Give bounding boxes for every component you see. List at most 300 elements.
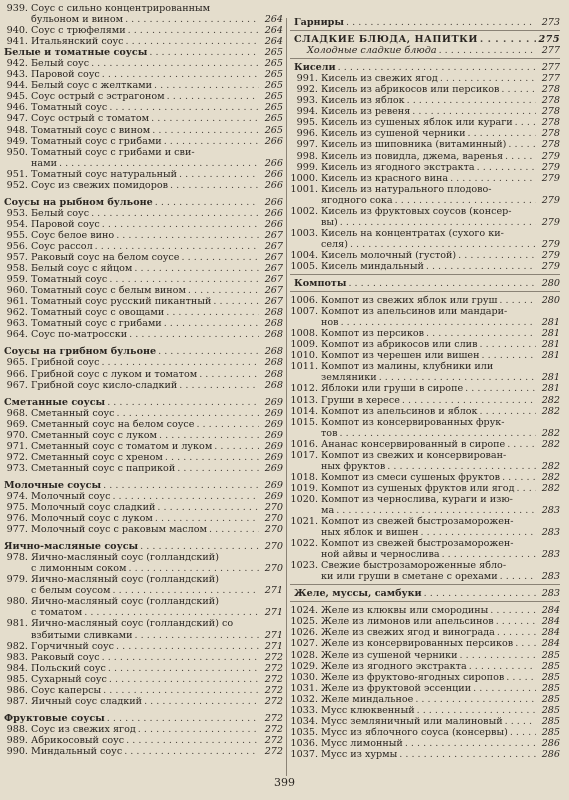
dot-leader [91,208,259,219]
toc-entry [290,361,560,372]
dot-leader [395,195,536,206]
toc-entry [0,357,283,368]
entry-page: 268 [264,379,283,391]
dot-leader [112,491,259,502]
entry-number: 993. [296,95,318,107]
entry-number: 1029. [290,660,318,672]
toc-entry [290,727,560,738]
entry-page: 267 [264,229,283,241]
dot-leader [346,17,536,28]
dot-leader [179,380,259,391]
entry-title: Молочный соус с раковым маслом [31,524,207,536]
entry-title: Соус острый с эстрагоном [31,91,165,103]
toc-entry [0,452,283,463]
toc-section-heading [290,17,560,28]
toc-section-heading [0,197,283,208]
dot-leader [188,285,259,296]
dot-leader [490,605,536,616]
entry-title: Компот из апельсинов и яблок [321,405,478,417]
entry-page: 283 [541,571,560,583]
entry-title: Томатный соус с овощами [31,307,165,319]
entry-number: 945. [6,91,28,103]
entry-page: 272 [264,651,283,663]
entry-number: 968. [6,407,28,419]
entry-number: 997. [296,139,318,151]
entry-number: 982. [6,640,28,652]
toc-entry [0,746,283,757]
entry-page: 278 [541,117,560,129]
dot-leader [107,397,259,408]
entry-title: Итальянский соус [31,36,124,48]
toc-section-heading [0,346,283,357]
entry-page: 278 [541,95,560,107]
entry-page: 271 [264,607,283,619]
entry-page: 284 [541,605,560,617]
dot-leader [164,136,259,147]
entry-title: Соус с трюфелями [31,25,126,37]
dot-leader [439,45,536,56]
dot-leader [507,439,536,450]
dot-leader [167,91,259,102]
entry-page: 269 [264,418,283,430]
entry-number: 987. [6,695,28,707]
toc-entry [290,450,560,461]
entry-page: 283 [541,549,560,561]
entry-title: Сметанный соус с томатом и луком [31,440,213,452]
section-rule [290,291,560,292]
dot-leader [496,616,536,627]
entry-page: 268 [264,357,283,369]
entry-number: 1024. [290,605,318,617]
entry-title: с белым соусом [31,585,111,597]
page-number: 399 [274,776,295,789]
entry-number: 957. [6,252,28,264]
entry-number: 1004. [290,249,318,261]
entry-title: Кисель на концентратах (сухого ки- [321,227,504,239]
entry-page: 284 [541,616,560,628]
entry-title: Томатный соус с грибами [31,318,162,330]
entry-page: 286 [541,737,560,749]
entry-title: Польский соус [31,662,106,674]
dot-leader [338,62,536,73]
entry-number: 967. [6,379,28,391]
entry-page: 266 [264,179,283,191]
entry-title: ма [321,504,335,516]
entry-page: 283 [541,527,560,539]
dot-leader [84,607,259,618]
toc-entry [0,80,283,91]
entry-page: 267 [264,285,283,297]
dot-leader [179,169,259,180]
entry-page: 266 [264,207,283,219]
entry-title: Яично-масляный соус (голландский) [31,574,219,586]
dot-leader [126,36,259,47]
entry-number: 962. [6,307,28,319]
entry-title: Кисель из сушеной черники [321,128,466,140]
entry-number: 1001. [290,183,318,195]
toc-section-heading [290,278,560,289]
dot-leader [477,162,536,173]
entry-number: 1014. [290,405,318,417]
dot-leader [154,80,259,91]
entry-number: 1012. [290,383,318,395]
dot-leader [469,661,536,672]
entry-title: Соус рассол [31,240,93,252]
toc-subsection-heading [290,45,560,56]
entry-number: 955. [6,229,28,241]
toc-entry [290,472,560,483]
toc-section-heading [290,62,560,73]
toc-entry-continuation [290,505,560,516]
dot-leader [102,652,259,663]
entry-number: 1034. [290,715,318,727]
toc-entry-continuation [290,217,560,228]
dot-leader [465,383,536,394]
entry-page: 265 [264,91,283,103]
entry-page: 265 [264,47,283,59]
toc-entry-continuation [0,563,283,574]
entry-number: 948. [6,124,28,136]
dot-leader [467,128,536,139]
toc-entry [290,261,560,272]
entry-number: 990. [6,746,28,757]
entry-page: 279 [541,172,560,184]
entry-number: 960. [6,285,28,297]
dot-leader [149,47,259,58]
toc-entry [0,502,283,513]
entry-page: 285 [541,715,560,727]
entry-title: Мусс из яблочного соуса (консервы) [321,726,508,738]
toc-entry [290,661,560,672]
entry-page: 278 [541,84,560,96]
entry-number: 942. [6,58,28,70]
entry-number: 1037. [290,748,318,760]
entry-page: 268 [264,318,283,330]
entry-title: Мусс из хурмы [321,748,398,760]
dot-leader [182,252,260,263]
entry-title: Кисель из ревеня [321,106,411,118]
entry-title: Компот из свежих и консервирован- [321,449,507,461]
entry-number: 979. [6,574,28,586]
entry-title: с лимонным соком [31,563,127,575]
dot-leader [138,724,259,735]
dot-leader [102,69,259,80]
entry-title: Кисель из повидла, джема, варенья [321,150,504,162]
entry-title: Белый соус [31,207,90,219]
toc-entry [0,641,283,652]
dot-leader [480,34,536,45]
toc-entry [0,674,283,685]
toc-entry [290,494,560,505]
toc-entry [0,263,283,274]
entry-number: 975. [6,502,28,514]
entry-title: Яично-масляный соус (голландский) [31,552,219,564]
entry-page: 278 [541,106,560,118]
toc-entry [290,605,560,616]
entry-title: Желе из сушеной черники [321,649,458,661]
toc-entry [290,483,560,494]
entry-number: 1007. [290,306,318,318]
entry-number: 1019. [290,482,318,494]
entry-title: Сметанный соус с хреном [31,451,163,463]
toc-left-column [0,0,283,757]
entry-number: 1028. [290,649,318,661]
entry-title: Желе из ягодного экстракта [321,660,467,672]
dot-leader [348,278,536,289]
entry-title: Компот из чернослива, кураги и изю- [321,493,513,505]
entry-title: с томатом [31,607,83,619]
toc-entry [290,173,560,184]
dot-leader [214,441,259,452]
entry-number: 953. [6,207,28,219]
entry-title: Молочный соус сладкий [31,502,156,514]
entry-title: СЛАДКИЕ БЛЮДА, НАПИТКИ [294,34,478,46]
entry-page: 281 [541,350,560,362]
entry-page: 281 [541,328,560,340]
entry-title: Свежие быстрозамороженные ябло- [321,560,507,572]
toc-entry [290,73,560,84]
toc-entry [290,350,560,361]
entry-title: ной айвы и чернослива [321,549,440,561]
dot-leader [159,430,259,441]
entry-page: 267 [264,240,283,252]
toc-entry [0,169,283,180]
toc-entry [0,596,283,607]
section-rule [290,601,560,602]
entry-page: 273 [541,17,560,28]
toc-entry [0,524,283,535]
entry-title: Ананас консервированный в сиропе [321,438,506,450]
entry-number: 939. [6,3,28,14]
entry-number: 1026. [290,627,318,639]
toc-entry-continuation [0,158,283,169]
entry-number: 1027. [290,638,318,650]
entry-title: Яично-масляные соусы [4,541,139,553]
dot-leader [107,713,259,724]
toc-entry [290,538,560,549]
section-rule [290,58,560,59]
entry-title: ных фруктов [321,460,386,472]
toc-entry [0,663,283,674]
entry-page: 266 [264,157,283,169]
dot-leader [387,461,536,472]
toc-entry [290,295,560,306]
toc-entry [0,25,283,36]
entry-number: 992. [296,84,318,96]
entry-number: 1003. [290,227,318,239]
entry-page: 267 [264,252,283,264]
toc-entry [290,95,560,106]
toc-entry-continuation [290,527,560,538]
entry-number: 1009. [290,339,318,351]
entry-title: ных яблок и вишен [321,527,419,539]
entry-title: Белый соус с желтками [31,80,153,92]
entry-title: Яично-масляный соус (голландский) [31,596,219,608]
entry-title: Желе миндальное [321,693,414,705]
entry-title: Компот из абрикосов или слив [321,339,478,351]
entry-page: 268 [264,368,283,380]
entry-title: Раковый соус на белом соусе [31,252,180,264]
dot-leader [103,685,259,696]
toc-entry [0,318,283,329]
entry-title: Кисель миндальный [321,260,424,272]
toc-entry-continuation [290,372,560,383]
entry-title: Компот из черешен или вишен [321,350,480,362]
entry-number: 996. [296,128,318,140]
entry-number: 940. [6,25,28,37]
entry-page: 268 [264,329,283,341]
toc-entry-continuation [0,585,283,596]
toc-entry [290,683,560,694]
entry-page: 265 [264,113,283,125]
dot-leader [402,395,536,406]
entry-number: 1020. [290,493,318,505]
dot-leader [407,95,536,106]
entry-page: 275 [538,34,560,46]
entry-number: 980. [6,596,28,608]
dot-leader [209,524,259,535]
toc-entry [290,117,560,128]
toc-entry [290,417,560,428]
entry-page: 281 [541,317,560,329]
entry-title: Желе из фруктовой эссенции [321,682,472,694]
entry-page: 277 [541,45,560,57]
entry-page: 269 [264,479,283,491]
toc-section-heading [290,588,560,599]
entry-title: Томатный соус [31,102,108,114]
toc-entry [0,513,283,524]
entry-number: 965. [6,357,28,369]
dot-leader [109,274,259,285]
entry-page: 282 [541,394,560,406]
entry-title: Фруктовые соусы [4,712,105,724]
entry-number: 1021. [290,516,318,528]
dot-leader [473,683,536,694]
toc-section-heading [0,541,283,552]
entry-number: 944. [6,80,28,92]
dot-leader [95,241,259,252]
toc-section-heading [0,480,283,491]
dot-leader [460,650,536,661]
dot-leader [340,428,537,439]
entry-title: Холодные сладкие блюда [307,45,437,57]
entry-page: 271 [264,640,283,652]
entry-number: 1008. [290,328,318,340]
entry-title: Желе из свежих ягод и винограда [321,627,495,639]
entry-title: Молочный соус с луком [31,513,153,525]
entry-number: 964. [6,329,28,341]
entry-title: Сметанный соус с луком [31,429,157,441]
dot-leader [113,585,259,596]
entry-title: нов [321,317,339,329]
entry-page: 284 [541,638,560,650]
entry-page: 279 [541,161,560,173]
entry-title: Компот из свежей быстрозаморожен- [321,516,514,528]
entry-page: 265 [264,124,283,136]
toc-entry [0,696,283,707]
toc-part-heading [290,34,560,45]
entry-title: бульоном и вином [31,14,124,26]
toc-entry [290,206,560,217]
entry-title: Кисель из натурального плодово- [321,183,492,195]
entry-title: Компот из смеси сушеных фруктов [321,471,501,483]
entry-title: Сметанный соус [31,407,115,419]
entry-title: Грибной соус кисло-сладкий [31,379,178,391]
entry-title: Сметанные соусы [4,396,106,408]
entry-title: Соус острый с томатом [31,113,150,125]
dot-leader [102,219,259,230]
toc-entry [0,652,283,663]
entry-page: 285 [541,693,560,705]
toc-entry [290,383,560,394]
entry-page: 266 [264,218,283,230]
entry-title: ки или груши в сметане с орехами [321,571,498,583]
dot-leader [117,408,259,419]
dot-leader [405,738,536,749]
entry-number: 981. [6,618,28,630]
entry-title: Паровой соус [31,218,100,230]
entry-title: Томатный соус с вином [31,124,151,136]
entry-title: взбитыми сливками [31,629,133,641]
dot-leader [158,346,259,357]
entry-page: 270 [264,502,283,514]
entry-page: 270 [264,563,283,575]
entry-page: 272 [264,673,283,685]
entry-page: 282 [541,427,560,439]
entry-title: Мусс земляничный или малиновый [321,715,503,727]
entry-title: Кисели [294,62,336,74]
entry-number: 986. [6,684,28,696]
entry-number: 1033. [290,704,318,716]
toc-entry [0,113,283,124]
entry-number: 995. [296,117,318,129]
dot-leader [424,588,536,599]
section-rule [290,584,560,585]
entry-number: 1000. [290,172,318,184]
entry-number: 1032. [290,693,318,705]
dot-leader [412,106,536,117]
entry-page: 269 [264,407,283,419]
dot-leader [59,158,259,169]
toc-entry [0,230,283,241]
entry-number: 974. [6,490,28,502]
entry-number: 985. [6,673,28,685]
dot-leader [442,549,536,560]
entry-number: 1006. [290,295,318,307]
entry-page: 268 [264,346,283,358]
entry-number: 1035. [290,726,318,738]
entry-title: Соус из свежих помидоров [31,179,169,191]
dot-leader [399,749,536,760]
entry-page: 264 [264,14,283,26]
entry-title: Яично-масляный соус (голландский) со [31,618,234,630]
entry-page: 272 [264,723,283,735]
toc-entry [0,369,283,380]
entry-title: Гарниры [294,17,345,28]
toc-entry [290,638,560,649]
entry-title: Белый соус с яйцом [31,263,133,275]
dot-leader [177,463,259,474]
entry-title: Кисель из яблок [321,95,405,107]
dot-leader [458,250,536,261]
entry-title: ягодного сока [321,194,393,206]
dot-leader [505,716,536,727]
entry-title: Соус с сильно концентрированным [31,3,211,14]
entry-title: Молочные соусы [4,479,102,491]
dot-leader [124,746,259,757]
entry-page: 269 [264,462,283,474]
entry-page: 272 [264,734,283,746]
